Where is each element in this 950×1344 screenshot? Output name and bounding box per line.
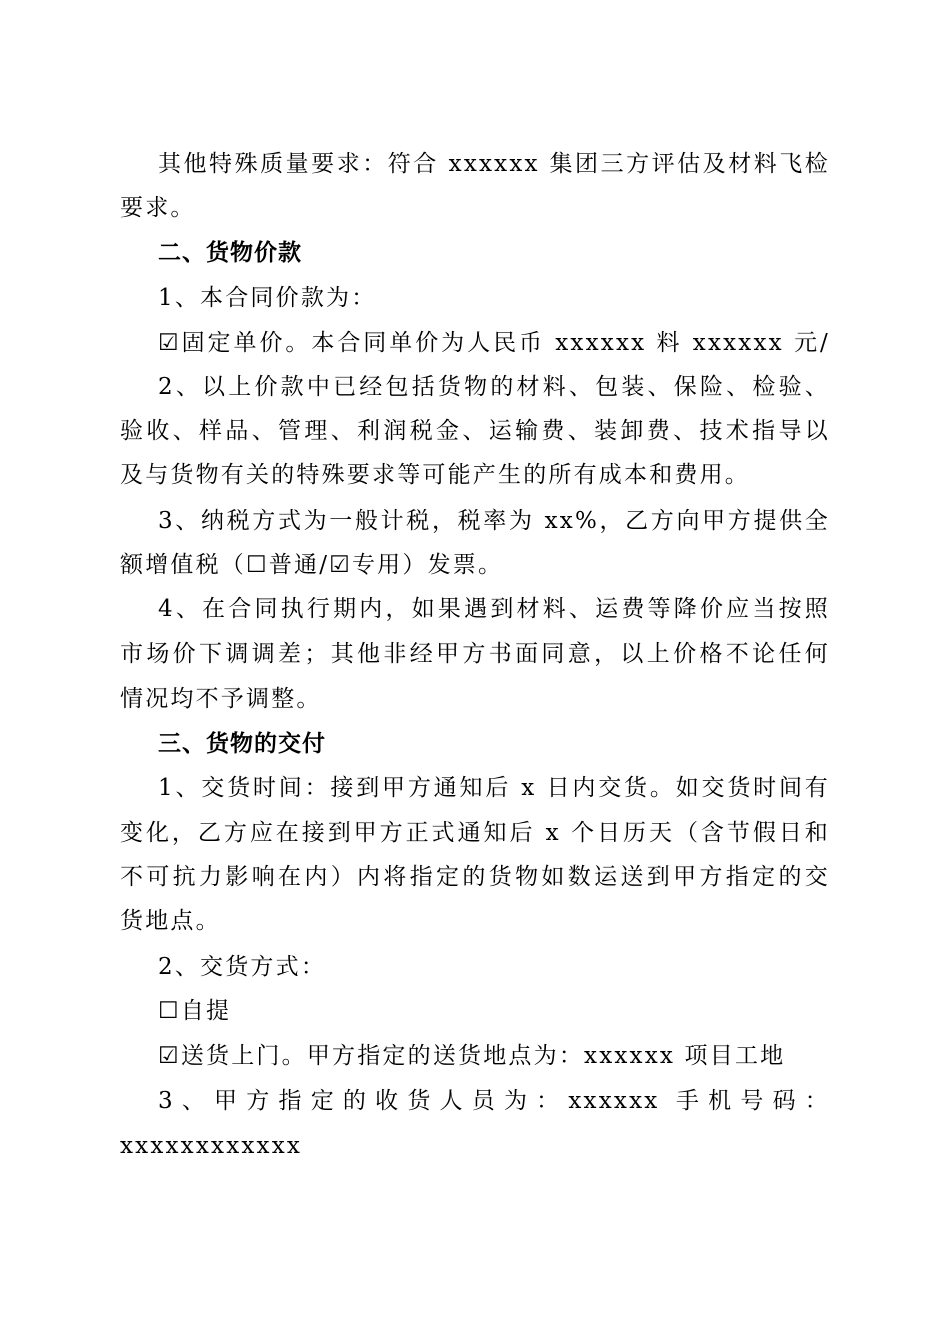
text-line-price-2-end: 及与货物有关的特殊要求等可能产生的所有成本和费用。 xyxy=(120,462,750,488)
text-line-option-door-delivery: ☑送货上门。甲方指定的送货地点为：xxxxxx 项目工地 xyxy=(158,1043,786,1069)
text-line-price-2-cont: 验收、样品、管理、利润税金、运输费、装卸费、技术指导以 xyxy=(120,418,830,444)
text-line-delivery-place: 货地点。 xyxy=(120,908,221,934)
text-line-delivery-method: 2、交货方式： xyxy=(158,954,327,980)
text-line-price-adjust-cont: 市场价下调调差；其他非经甲方书面同意，以上价格不论任何 xyxy=(120,641,830,667)
text-line-price-adjust: 4、在合同执行期内，如果遇到材料、运费等降价应当按照 xyxy=(158,596,830,622)
text-line-delivery-time-cont2: 不可抗力影响在内）内将指定的货物如数运送到甲方指定的交 xyxy=(120,864,830,890)
text-line-receiver: 3、甲方指定的收货人员为：xxxxxx 手机号码： xyxy=(158,1088,830,1114)
text-line-tax: 3、纳税方式为一般计税，税率为 xx%，乙方向甲方提供全 xyxy=(158,508,830,534)
text-line-price-2: 2、以上价款中已经包括货物的材料、包装、保险、检验、 xyxy=(158,374,830,400)
text-line-tax-invoice: 额增值税（☐普通/☑专用）发票。 xyxy=(120,552,504,578)
text-line-delivery-time: 1、交货时间：接到甲方通知后 x 日内交货。如交货时间有 xyxy=(158,775,830,801)
text-line-price-adjust-end: 情况均不予调整。 xyxy=(120,686,322,712)
text-line-option-self-pickup: ☐自提 xyxy=(158,998,232,1024)
text-line-quality-requirement-cont: 要求。 xyxy=(120,195,196,221)
text-line-fixed-unit-price: ☑固定单价。本合同单价为人民币 xxxxxx 料 xxxxxx 元/ xyxy=(158,330,830,356)
section-heading-price: 二、货物价款 xyxy=(158,240,302,266)
text-line-delivery-time-cont: 变化，乙方应在接到甲方正式通知后 x 个日历天（含节假日和 xyxy=(120,820,830,846)
section-heading-delivery: 三、货物的交付 xyxy=(158,731,326,757)
text-line-price-1: 1、本合同价款为： xyxy=(158,285,377,311)
text-line-quality-requirement: 其他特殊质量要求：符合 xxxxxx 集团三方评估及材料飞检 xyxy=(158,151,830,177)
text-line-receiver-phone: xxxxxxxxxxxx xyxy=(120,1133,303,1159)
